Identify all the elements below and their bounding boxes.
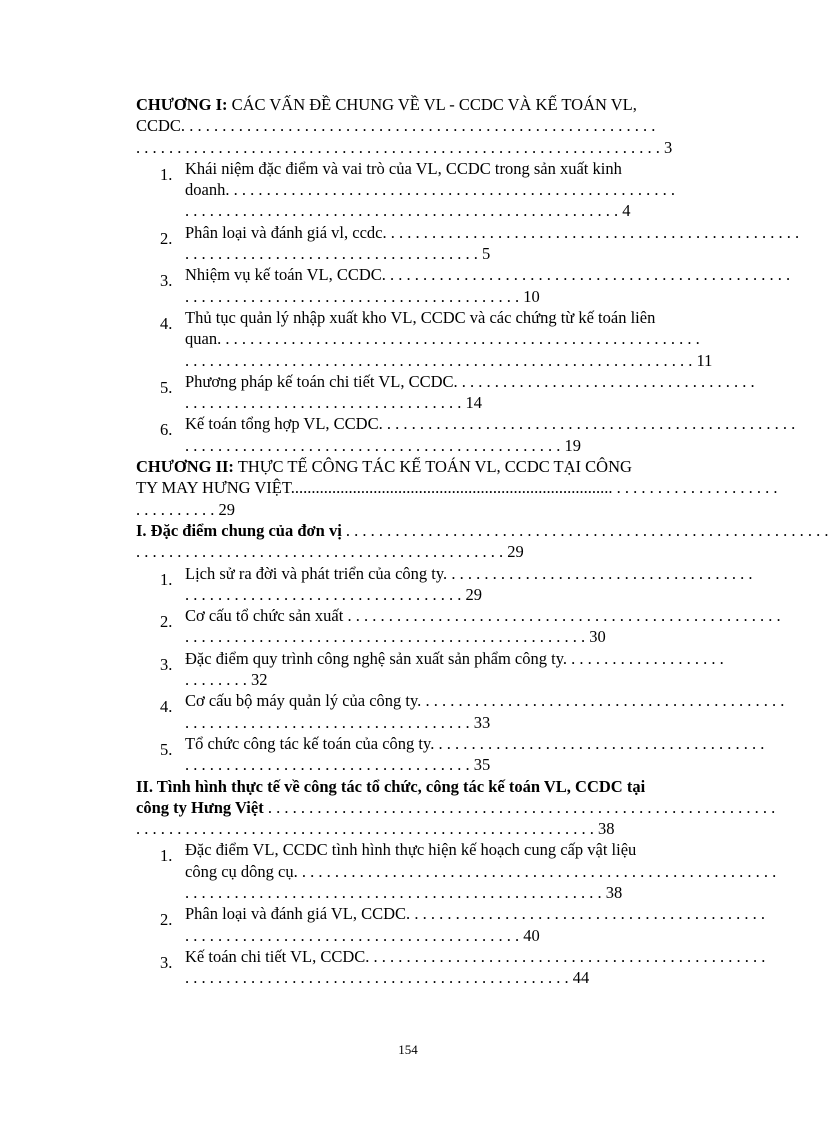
page-ref: 29 xyxy=(507,542,524,562)
toc-chapter-2[interactable]: CHƯƠNG II: THỰC TẾ CÔNG TÁC KẾ TOÁN VL, CCDC TẠI CÔNG TY MAY HƯNG VIỆT.............................................................................. . . . . . . . . . . . . . . . . . . . . . . . . . . . . . . 29 xyxy=(136,457,778,519)
item-title-cont: công cụ dông cụ. xyxy=(185,861,298,881)
toc-item[interactable]: 5. Tổ chức công tác kế toán của công ty. . . . . . . . . . . . . . . . . . . . . . . . . . . . . . . . . . . . . . . . . . . . . . . . . . . . . . . . . . . . . . . . . . . . . . . . . . . . 35 xyxy=(160,733,765,775)
chapter-title: THỰC TẾ CÔNG TÁC KẾ TOÁN VL, CCDC TẠI CÔNG xyxy=(237,457,632,477)
toc-item[interactable]: 3. Đặc điểm quy trình công nghệ sản xuất sản phẩm công ty. . . . . . . . . . . . . . . . . . . . . . . . . . . . 32 xyxy=(160,648,724,690)
chapter-title-cont: CCDC. xyxy=(136,116,186,136)
toc-item[interactable]: 1. Lịch sử ra đời và phát triển của công ty. . . . . . . . . . . . . . . . . . . . . . . . . . . . . . . . . . . . . . . . . . . . . . . . . . . . . . . . . . . . . . . . . . . . . . . . 29 xyxy=(160,563,753,604)
item-title: Tổ chức công tác kế toán của công ty. xyxy=(185,733,435,753)
page-ref: 19 xyxy=(564,435,581,455)
page-ref: 29 xyxy=(465,584,482,604)
item-title: Phân loại và đánh giá VL, CCDC. xyxy=(185,904,411,924)
toc-chapter-1[interactable]: CHƯƠNG I: CÁC VẤN ĐỀ CHUNG VỀ VL - CCDC VÀ KẾ TOÁN VL, CCDC. . . . . . . . . . . . . . . . . . . . . . . . . . . . . . . . . . . . . . . . . . . . . . . . . . . . . . . . . . . . . . . . . . . . . . . . . . . . . . . . . . . . . . . . . . . . . . . . . . . . . . . . . . . . . . . . . . . . . . . . . . 3 xyxy=(136,95,673,157)
toc-item[interactable]: 4. Cơ cấu bộ máy quản lý của công ty. . . . . . . . . . . . . . . . . . . . . . . . . . . . . . . . . . . . . . . . . . . . . . . . . . . . . . . . . . . . . . . . . . . . . . . . . . . . . . . . 33 xyxy=(160,691,785,732)
chapter-title-cont: TY MAY HƯNG VIỆT xyxy=(136,478,291,498)
section-title: I. Đặc điểm chung của đơn vị xyxy=(136,520,342,540)
item-number: 6. xyxy=(160,420,173,440)
item-title: Phương pháp kế toán chi tiết VL, CCDC. xyxy=(185,371,458,391)
item-number: 1. xyxy=(160,846,173,866)
section-title-cont: công ty Hưng Việt xyxy=(136,797,264,817)
item-title-cont: quan. xyxy=(185,329,222,349)
page-ref: 5 xyxy=(482,244,491,264)
toc-item[interactable]: 5. Phương pháp kế toán chi tiết VL, CCDC. . . . . . . . . . . . . . . . . . . . . . . . . . . . . . . . . . . . . . . . . . . . . . . . . . . . . . . . . . . . . . . . . . . . . . . 14 xyxy=(160,371,755,413)
page-ref: 40 xyxy=(523,925,540,945)
item-title: Thủ tục quản lý nhập xuất kho VL, CCDC và các chứng từ kế toán liên xyxy=(185,307,656,327)
toc-section-1[interactable]: I. Đặc điểm chung của đơn vị . . . . . . . . . . . . . . . . . . . . . . . . . . . . . . . . . . . . . . . . . . . . . . . . . . . . . . . . . . . . . . . . . . . . . . . . . . . . . . . . . . . . . . . . . . . . . . . . . . . . . . . . 29 xyxy=(136,520,829,562)
item-title: Kế toán chi tiết VL, CCDC. xyxy=(185,946,370,966)
item-number: 1. xyxy=(160,569,173,589)
item-number: 5. xyxy=(160,739,173,759)
page-ref: 30 xyxy=(589,627,606,647)
item-title: Lịch sử ra đời và phát triển của công ty. xyxy=(185,563,448,583)
toc-item[interactable]: 3. Kế toán chi tiết VL, CCDC. . . . . . . . . . . . . . . . . . . . . . . . . . . . . . . . . . . . . . . . . . . . . . . . . . . . . . . . . . . . . . . . . . . . . . . . . . . . . . . . . . . . . . . . . . . . . . . . 44 xyxy=(160,946,766,988)
item-title-cont: doanh. xyxy=(185,180,230,200)
item-number: 1. xyxy=(160,164,173,184)
item-number: 4. xyxy=(160,697,173,717)
toc-item[interactable]: 6. Kế toán tổng hợp VL, CCDC. . . . . . . . . . . . . . . . . . . . . . . . . . . . . . . . . . . . . . . . . . . . . . . . . . . . . . . . . . . . . . . . . . . . . . . . . . . . . . . . . . . . . . . . . . . . . . . . . 19 xyxy=(160,414,796,455)
toc-item[interactable]: 2. Cơ cấu tổ chức sản xuất . . . . . . . . . . . . . . . . . . . . . . . . . . . . . . . . . . . . . . . . . . . . . . . . . . . . . . . . . . . . . . . . . . . . . . . . . . . . . . . . . . . . . . . . . . . . . . . . . . . . . . 30 xyxy=(160,606,781,647)
item-title: Đặc điểm VL, CCDC tình hình thực hiện kế hoạch cung cấp vật liệu xyxy=(185,840,637,860)
page-ref: 35 xyxy=(473,755,491,775)
page-ref: 11 xyxy=(696,350,713,370)
page-ref: 32 xyxy=(251,670,268,690)
item-number: 3. xyxy=(160,654,173,674)
page-ref: 3 xyxy=(664,137,673,157)
page-ref: 14 xyxy=(465,393,482,413)
item-number: 2. xyxy=(160,910,173,930)
page-ref: 44 xyxy=(572,968,590,988)
page-ref: 29 xyxy=(218,499,235,519)
page-ref: 38 xyxy=(605,882,623,902)
item-title: Kế toán tổng hợp VL, CCDC. xyxy=(185,414,383,434)
toc-item[interactable]: 2. Phân loại và đánh giá VL, CCDC. . . . . . . . . . . . . . . . . . . . . . . . . . . . . . . . . . . . . . . . . . . . . . . . . . . . . . . . . . . . . . . . . . . . . . . . . . . . . . . . . . . . . 40 xyxy=(160,904,765,945)
item-title: Khái niệm đặc điểm và vai trò của VL, CCDC trong sản xuất kinh xyxy=(185,158,622,178)
page-number: 154 xyxy=(398,1042,418,1057)
toc-item[interactable]: 4. Thủ tục quản lý nhập xuất kho VL, CCDC và các chứng từ kế toán liên quan. . . . . . . . . . . . . . . . . . . . . . . . . . . . . . . . . . . . . . . . . . . . . . . . . . . . . . . . . . . . . . . . . . . . . . . . . . . . . . . . . . . . . . . . . . . . . . . . . . . . . . . . . . . . . . . . . . . . . . . . . 11 xyxy=(136,307,736,371)
toc-item[interactable]: 1. Đặc điểm VL, CCDC tình hình thực hiện kế hoạch cung cấp vật liệu công cụ dông cụ. . . . . . . . . . . . . . . . . . . . . . . . . . . . . . . . . . . . . . . . . . . . . . . . . . . . . . . . . . . . . . . . . . . . . . . . . . . . . . . . . . . . . . . . . . . . . . . . . . . . . . . . . . . . . . 38 xyxy=(160,840,777,902)
page-ref: 33 xyxy=(473,712,491,732)
chapter-label: CHƯƠNG II: xyxy=(136,457,234,477)
page-ref: 10 xyxy=(523,286,540,306)
item-title: Cơ cấu tổ chức sản xuất xyxy=(185,606,344,626)
item-number: 4. xyxy=(160,313,173,333)
toc-section-2[interactable]: II. Tình hình thực tế về công tác tổ chức, công tác kế toán VL, CCDC tại công ty Hưng Việt . . . . . . . . . . . . . . . . . . . . . . . . . . . . . . . . . . . . . . . . . . . . . . . . . . . . . . . . . . . . . . . . . . . . . . . . . . . . . . . . . . . . . . . . . . . . . . . . . . . . . . . . . . . . . . . . . . . . . . 38 xyxy=(136,776,776,839)
table-of-contents xyxy=(136,94,829,988)
toc-item[interactable]: 1. Khái niệm đặc điểm và vai trò của VL, CCDC trong sản xuất kinh doanh. . . . . . . . . . . . . . . . . . . . . . . . . . . . . . . . . . . . . . . . . . . . . . . . . . . . . . . . . . . . . . . . . . . . . . . . . . . . . . . . . . . . . . . . . . . . . . . . . . . . . . . . . . . . 4 xyxy=(136,158,736,222)
item-number: 2. xyxy=(160,228,173,248)
item-number: 3. xyxy=(160,271,173,291)
chapter-label: CHƯƠNG I: xyxy=(136,95,228,114)
toc-item[interactable]: 2. Phân loại và đánh giá vl, ccdc. . . . . . . . . . . . . . . . . . . . . . . . . . . . . . . . . . . . . . . . . . . . . . . . . . . . . . . . . . . . . . . . . . . . . . . . . . . . . . . . . . . . . . . 5 xyxy=(160,222,800,264)
section-title: II. Tình hình thực tế về công tác tổ chức, công tác kế toán VL, CCDC tại xyxy=(136,776,646,796)
toc-item[interactable]: 3. Nhiệm vụ kế toán VL, CCDC. . . . . . . . . . . . . . . . . . . . . . . . . . . . . . . . . . . . . . . . . . . . . . . . . . . . . . . . . . . . . . . . . . . . . . . . . . . . . . . . . . . . . . . . . . . 10 xyxy=(160,265,791,306)
item-number: 3. xyxy=(160,952,173,972)
item-title: Nhiệm vụ kế toán VL, CCDC. xyxy=(185,265,386,285)
chapter-title: CÁC VẤN ĐỀ CHUNG VỀ VL - CCDC VÀ KẾ TOÁN VL, xyxy=(231,95,637,114)
page-ref: 38 xyxy=(598,819,615,839)
item-number: 5. xyxy=(160,377,173,397)
item-title: Cơ cấu bộ máy quản lý của công ty. xyxy=(185,691,422,711)
item-number: 2. xyxy=(160,612,173,632)
item-title: Phân loại và đánh giá vl, ccdc. xyxy=(185,222,387,242)
page-ref: 4 xyxy=(622,201,631,221)
item-title: Đặc điểm quy trình công nghệ sản xuất sản phẩm công ty. xyxy=(185,648,568,668)
